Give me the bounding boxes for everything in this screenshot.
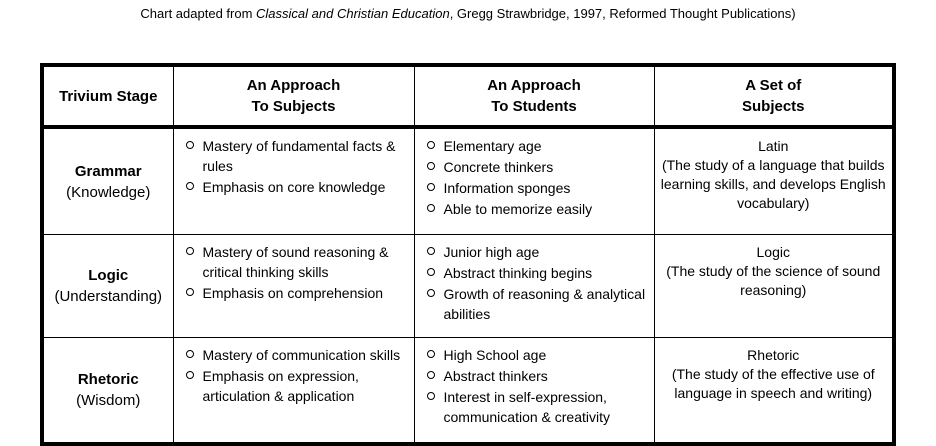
circle-bullet-icon <box>427 183 435 191</box>
list-item: Able to memorize easily <box>427 199 650 219</box>
stage-name: Grammar <box>74 162 142 180</box>
subject-set-cell <box>654 338 894 445</box>
table-row-rhetoric <box>42 338 894 445</box>
table-row-logic <box>42 235 894 338</box>
circle-bullet-icon <box>186 371 194 379</box>
caption-book-title: Classical and Christian Education <box>256 6 450 21</box>
stage-subtitle: (Knowledge) <box>66 183 151 201</box>
list-item: Emphasis on core knowledge <box>186 177 410 197</box>
circle-bullet-icon <box>186 182 194 190</box>
list-item: Growth of reasoning & analytical abilities <box>427 284 650 324</box>
subject-set-cell <box>654 235 894 338</box>
list-item: Interest in self-expression, communication & creativity <box>427 387 650 427</box>
circle-bullet-icon <box>186 141 194 149</box>
circle-bullet-icon <box>186 288 194 296</box>
list-item: Information sponges <box>427 178 650 198</box>
students-approach-cell <box>414 338 654 445</box>
circle-bullet-icon <box>427 141 435 149</box>
subject-description: (The study of the science of sound reasoning) <box>666 263 881 298</box>
subject-name: Latin <box>758 138 789 154</box>
caption-prefix: Chart adapted from <box>140 6 257 21</box>
circle-bullet-icon <box>427 204 435 212</box>
subjects-approach-cell <box>173 127 414 235</box>
subject-name: Logic <box>756 244 790 260</box>
subject-description: (The study of a language that builds learning skills, and develops English vocabulary) <box>660 157 886 211</box>
list-item: Concrete thinkers <box>427 157 650 177</box>
subjects-approach-cell <box>173 235 414 338</box>
list-item: Elementary age <box>427 136 650 156</box>
list-item: Junior high age <box>427 242 650 262</box>
circle-bullet-icon <box>186 247 194 255</box>
circle-bullet-icon <box>427 268 435 276</box>
list-item: Mastery of fundamental facts & rules <box>186 136 410 176</box>
list-item: Abstract thinking begins <box>427 263 650 283</box>
circle-bullet-icon <box>427 289 435 297</box>
circle-bullet-icon <box>186 350 194 358</box>
stage-cell <box>42 338 173 445</box>
stage-cell <box>42 127 173 235</box>
circle-bullet-icon <box>427 162 435 170</box>
stage-name: Rhetoric <box>77 371 139 388</box>
list-item: Emphasis on comprehension <box>186 283 410 303</box>
header-trivium-stage: Trivium Stage <box>42 65 173 127</box>
stage-subtitle: (Wisdom) <box>76 392 141 409</box>
stage-cell <box>42 235 173 338</box>
trivium-table <box>40 63 896 446</box>
source-caption <box>0 6 936 22</box>
header-approach-students: An Approach To Students <box>414 65 654 127</box>
list-item: Emphasis on expression, articulation & application <box>186 366 410 406</box>
students-approach-cell <box>414 235 654 338</box>
header-row <box>42 65 894 127</box>
subjects-approach-cell <box>173 338 414 445</box>
header-set-of-subjects: A Set of Subjects <box>654 65 894 127</box>
list-item: Mastery of sound reasoning & critical thinking skills <box>186 242 410 282</box>
circle-bullet-icon <box>427 247 435 255</box>
subject-set-cell <box>654 127 894 235</box>
table-row-grammar <box>42 127 894 235</box>
list-item: High School age <box>427 345 650 365</box>
list-item: Abstract thinkers <box>427 366 650 386</box>
circle-bullet-icon <box>427 392 435 400</box>
subject-description: (The study of the effective use of language in speech and writing) <box>671 366 875 401</box>
header-approach-subjects: An Approach To Subjects <box>173 65 414 127</box>
circle-bullet-icon <box>427 371 435 379</box>
students-approach-cell <box>414 127 654 235</box>
caption-suffix: , Gregg Strawbridge, 1997, Reformed Thought Publications) <box>449 6 796 21</box>
list-item: Mastery of communication skills <box>186 345 410 365</box>
circle-bullet-icon <box>427 350 435 358</box>
stage-subtitle: (Understanding) <box>54 288 163 305</box>
subject-name: Rhetoric <box>747 347 800 363</box>
stage-name: Logic <box>88 267 129 284</box>
